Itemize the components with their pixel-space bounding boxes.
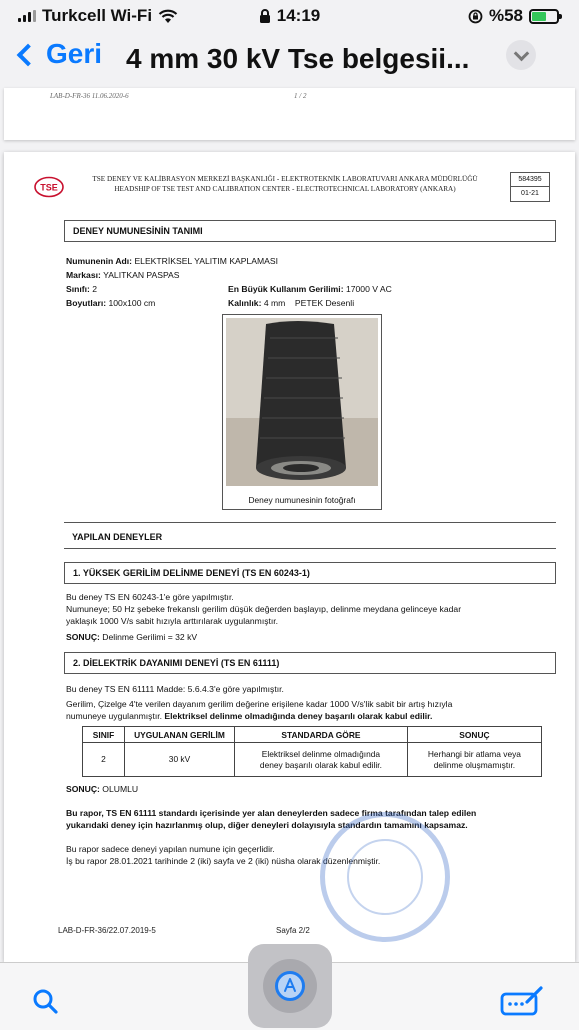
report-number: 584395 [518, 176, 542, 183]
size-row: Boyutları: 100x100 cm [66, 298, 156, 308]
battery-fill [532, 12, 546, 21]
thickness-row: Kalınlık: 4 mm PETEK Desenli [228, 298, 355, 308]
header-text [70, 174, 500, 194]
footer-code: LAB-D-FR-36/22.07.2019-5 [58, 926, 156, 935]
markup-button[interactable] [248, 944, 332, 1028]
table-header: UYGULANAN GERİLİM [125, 727, 235, 743]
test2-line1: Bu deney TS EN 61111 Madde: 5.6.4.3'e göre yapılmıştır. [66, 684, 284, 694]
back-button[interactable] [14, 38, 102, 70]
note-bold-2: yukarıdaki deney için hazırlanmış olup, diğer deneyleri dolayısıyla standardın tamamını kapsamaz. [66, 820, 468, 830]
divider [64, 522, 556, 523]
footer-page: Sayfa 2/2 [276, 926, 310, 935]
edit-icon[interactable] [500, 985, 546, 1017]
battery-percent: %58 [488, 6, 523, 25]
note-2: İş bu rapor 28.01.2021 tarihinde 2 (iki) sayfa ve 2 (iki) nüsha olarak düzenlenmiştir. [66, 856, 381, 866]
voltage-row: En Büyük Kullanım Gerilimi: 17000 V AC [228, 284, 392, 294]
table-header-row [83, 727, 542, 743]
sample-name-row: Numunenin Adı: ELEKTRİKSEL YALITIM KAPLAMASI [66, 256, 279, 266]
test1-line2: Numuneye; 50 Hz şebeke frekanslı gerilim düşük değerden başlayıp, delinme meydana gelinceye kadar [66, 604, 462, 614]
search-icon[interactable] [32, 988, 58, 1014]
divider [64, 548, 556, 549]
nav-bar [0, 30, 579, 88]
markup-inner [263, 959, 317, 1013]
test1-line3: yaklaşık 1000 V/s sabit hızıyla arttırılarak uygulanmıştır. [66, 616, 279, 626]
test2-line3: numuneye uygulanmıştır. Elektriksel delinme olmadığında deney başarılı olarak kabul edilir. [66, 711, 433, 721]
status-bar [0, 0, 579, 30]
test1-result: SONUÇ: Delinme Gerilimi = 32 kV [66, 632, 198, 642]
table-header: SONUÇ [407, 727, 541, 743]
table-cell: 30 kV [125, 743, 235, 777]
prev-page-code: LAB-D-FR-36 11.06.2020-6 [50, 92, 129, 100]
report-sub: 01-21 [511, 186, 549, 200]
sample-section-title: DENEY NUMUNESİNİN TANIMI [64, 220, 556, 242]
table-cell: Elektriksel delinme olmadığında deney başarılı olarak kabul edilir. [235, 743, 408, 777]
back-label: Geri [46, 38, 103, 69]
test1-title: 1. YÜKSEK GERİLİM DELİNME DENEYİ (TS EN 60243-1) [64, 562, 556, 584]
carrier-label: Turkcell Wi-Fi [42, 6, 153, 25]
table-header: SINIF [83, 727, 125, 743]
note-bold-1: Bu rapor, TS EN 61111 standardı içerisinde yer alan deneylerden sadece firma tarafından talep edilen [66, 808, 477, 818]
note-1: Bu rapor sadece deneyi yapılan numune için geçerlidir. [66, 844, 275, 854]
battery-icon [529, 9, 559, 24]
chevron-down-icon[interactable] [506, 40, 536, 70]
pdf-page[interactable] [4, 152, 575, 962]
lock-icon [259, 9, 271, 24]
rotation-lock-icon [468, 9, 483, 24]
document-header [34, 172, 554, 204]
test2-result: SONUÇ: OLUMLU [66, 784, 139, 794]
photo-caption: Deney numunesinin fotoğrafı [248, 495, 356, 505]
markup-icon [275, 971, 305, 1001]
tests-title: YAPILAN DENEYLER [72, 532, 163, 542]
header-tr: TSE DENEY VE KALİBRASYON MERKEZİ BAŞKANLIĞI - ELEKTROTEKNİK LABORATUVARI ANKARA MÜDÜRLÜĞÜ [92, 175, 478, 183]
brand-row: Markası: YALITKAN PASPAS [66, 270, 180, 280]
stamp-seal-icon [320, 812, 450, 942]
results-table [82, 726, 542, 777]
document-title[interactable]: 4 mm 30 kV Tse belgesii... [126, 43, 470, 74]
table-cell: Herhangi bir atlama veya delinme oluşmamıştır. [407, 743, 541, 777]
table-cell: 2 [83, 743, 125, 777]
header-en: HEADSHIP OF TSE TEST AND CALIBRATION CENTER - ELECTROTECHNICAL LABORATORY (ANKARA) [114, 185, 456, 193]
test2-line2: Gerilim, Çizelge 4'te verilen dayanım gerilim değerine erişilene kadar 1000 V/s'lik sabit bir artış hızıyla [66, 699, 453, 709]
table-header: STANDARDA GÖRE [235, 727, 408, 743]
status-right [468, 6, 559, 26]
stamp-inner [347, 839, 423, 915]
chevron-left-icon [17, 44, 40, 67]
prev-page-number: 1 / 2 [294, 92, 307, 100]
class-row: Sınıfı: 2 [66, 284, 98, 294]
sample-photo [226, 318, 378, 486]
test2-title: 2. DİELEKTRİK DAYANIMI DENEYİ (TS EN 61111) [64, 652, 556, 674]
sample-photo-frame [222, 314, 382, 510]
tse-logo-icon [34, 176, 64, 198]
table-row [83, 743, 542, 777]
test1-line1: Bu deney TS EN 60243-1'e göre yapılmıştır. [66, 592, 234, 602]
report-number-box [510, 172, 550, 202]
svg-text:TSE: TSE [40, 182, 58, 193]
time-label: 14:19 [276, 6, 321, 25]
previous-page[interactable] [4, 88, 575, 140]
